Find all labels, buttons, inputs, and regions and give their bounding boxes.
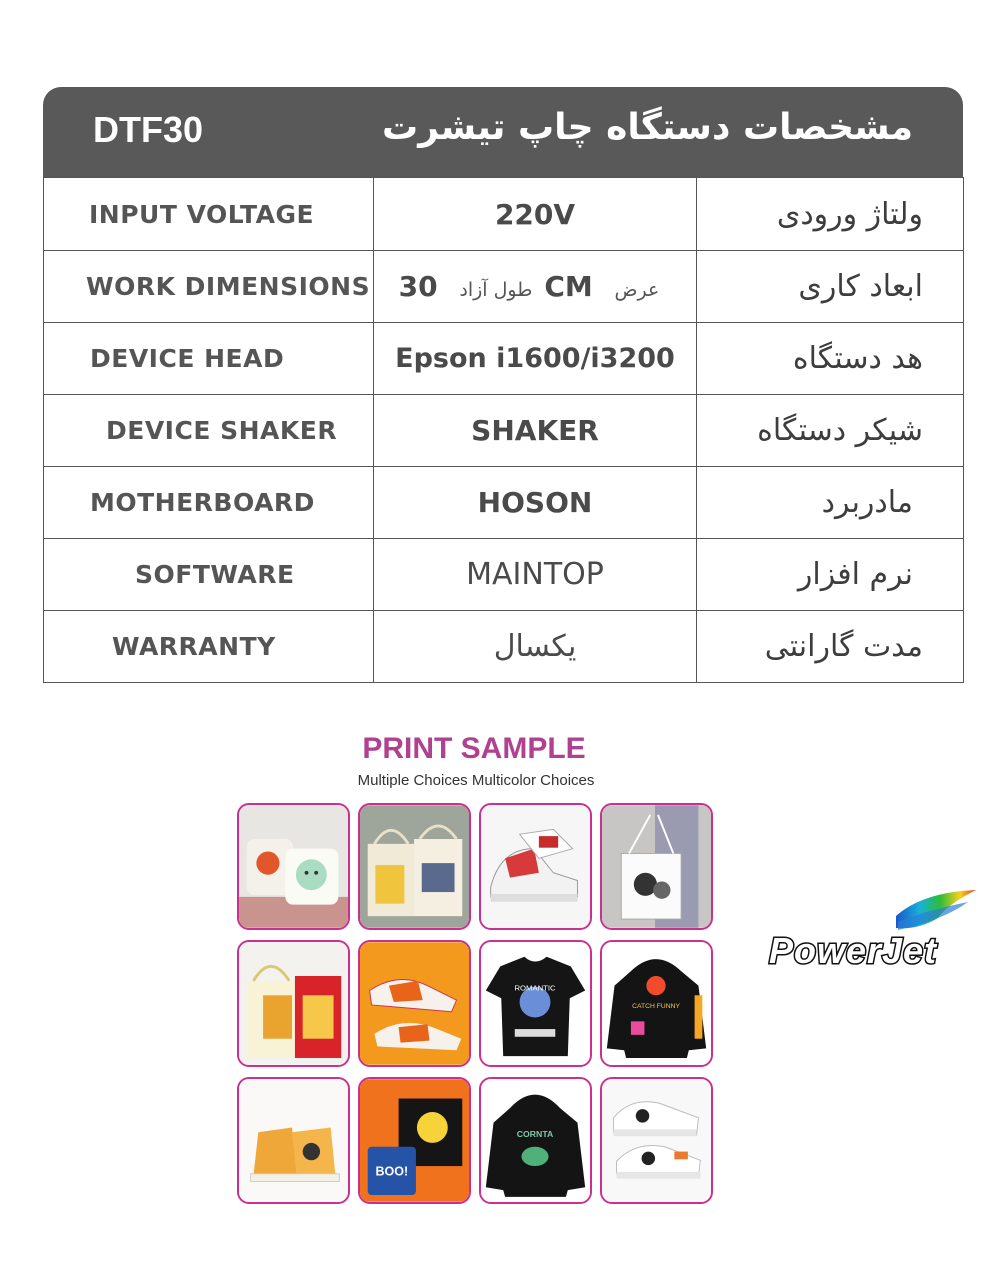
hoodie-photo: [600, 940, 713, 1067]
spec-rows: [43, 177, 964, 683]
print-sample-subtitle: Multiple Choices Multicolor Choices: [357, 772, 595, 789]
spec-label-en: DEVICE HEAD: [44, 323, 374, 395]
white-sneakers-photo: [600, 1077, 713, 1204]
spec-label-en: WARRANTY: [44, 611, 374, 683]
hoodie-print-text: CATCH FUNNY: [632, 1002, 680, 1010]
spec-value: MAINTOP: [374, 539, 697, 611]
spec-label-fa: مادربرد: [697, 467, 964, 539]
spec-label-fa: شیکر دستگاه: [697, 395, 964, 467]
width-value: 30CM: [398, 270, 593, 303]
spec-value: یکسال: [374, 611, 697, 683]
spec-label-en: SOFTWARE: [44, 539, 374, 611]
sneakers-photo: [479, 803, 592, 930]
tshirt-photo: [479, 940, 592, 1067]
pillows-photo: [237, 803, 350, 930]
tshirt-print-text: ROMANTIC: [514, 983, 556, 993]
boo-bags-photo: [358, 1077, 471, 1204]
spec-value: HOSON: [374, 467, 697, 539]
spec-row: [44, 251, 964, 323]
spec-value: SHAKER: [374, 395, 697, 467]
spec-title: مشخصات دستگاه چاپ تیشرت: [382, 107, 913, 148]
length-suffix: عرض: [614, 279, 660, 301]
spec-row: [44, 539, 964, 611]
boo-print-text: BOO!: [375, 1164, 409, 1179]
spec-label-fa: ابعاد کاری: [697, 251, 964, 323]
spec-value: Epson i1600/i3200: [374, 323, 697, 395]
width-prefix: طول آزاد: [459, 279, 533, 301]
hoodie-print-text: CORNTA: [516, 1129, 554, 1140]
orange-sneakers-photo: [358, 940, 471, 1067]
spec-label-fa: هد دستگاه: [697, 323, 964, 395]
powerjet-logo: [748, 886, 982, 978]
model-name: DTF30: [93, 109, 204, 150]
spec-label-fa: ولتاژ ورودی: [697, 178, 964, 251]
spec-row: [44, 611, 964, 683]
spec-label-en: INPUT VOLTAGE: [44, 178, 374, 251]
black-hoodie-photo: [479, 1077, 592, 1204]
spec-label-en: DEVICE SHAKER: [44, 395, 374, 467]
canvas-shoes-photo: [237, 1077, 350, 1204]
spec-label-fa: نرم افزار: [697, 539, 964, 611]
spec-label-fa: مدت گارانتی: [697, 611, 964, 683]
powerjet-logo-text: PowerJet: [768, 930, 938, 971]
shopping-bags-photo: [237, 940, 350, 1067]
print-sample-title: PRINT SAMPLE: [362, 732, 586, 765]
spec-row: [44, 467, 964, 539]
spec-row: [44, 178, 964, 251]
tote-bags-photo: [358, 803, 471, 930]
spec-label-en: MOTHERBOARD: [44, 467, 374, 539]
spec-table-header: [43, 87, 963, 177]
spec-row: [44, 395, 964, 467]
shoulder-bag-photo: [600, 803, 713, 930]
spec-value: 220V: [374, 178, 697, 251]
spec-label-en: WORK DIMENSIONS: [44, 251, 374, 323]
spec-row: [44, 323, 964, 395]
spec-table: [43, 87, 963, 683]
spec-value-dimensions: [374, 251, 697, 323]
